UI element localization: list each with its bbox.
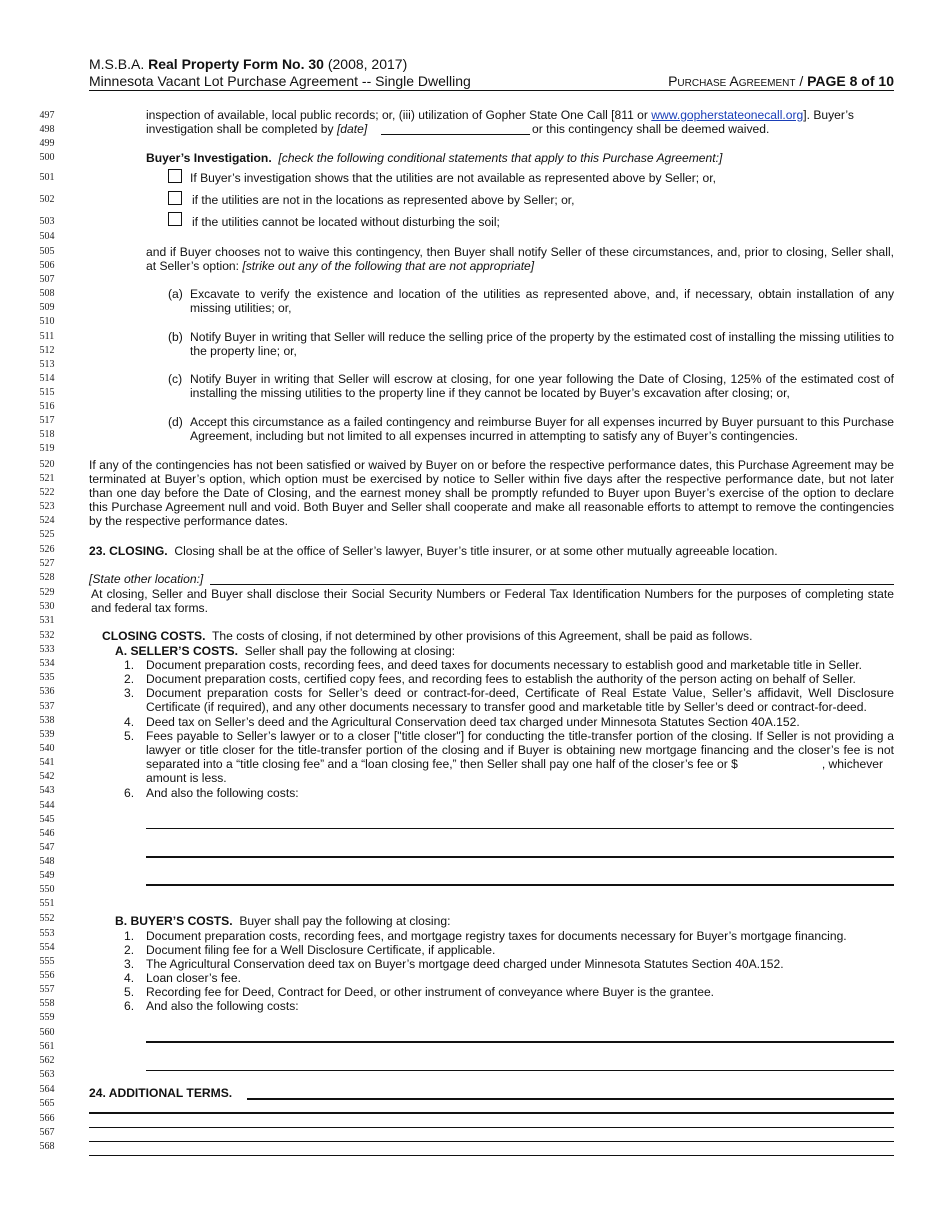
- buyers-costs-intro: Buyer shall pay the following at closing:: [239, 914, 451, 928]
- line-number: 531: [39, 615, 55, 626]
- seller-item-number: 2.: [124, 672, 135, 686]
- line-number: 562: [39, 1055, 55, 1066]
- line-number: 509: [39, 302, 55, 313]
- line-number: 508: [39, 288, 55, 299]
- line-number: 537: [39, 701, 55, 712]
- other-location-text: [State other location:]: [89, 572, 204, 586]
- option-b-text: Notify Buyer in writing that Seller will reduce the selling price of the property by the estimated cost of installing the missing utilities to the property line; or,: [190, 330, 894, 358]
- line-number: 548: [39, 856, 55, 867]
- line-number: 557: [39, 984, 55, 995]
- closing-heading: 23. CLOSING.: [89, 544, 168, 558]
- line-number: 545: [39, 814, 55, 825]
- line-number: 506: [39, 260, 55, 271]
- date-blank[interactable]: [381, 134, 530, 135]
- line-number: 520: [39, 459, 55, 470]
- seller-item-5: [146, 729, 894, 771]
- buyers-costs-heading: [115, 914, 450, 928]
- paragraph-contingencies: If any of the contingencies has not been satisfied or waived by Buyer on or before the respective performance dates, this Purchase Agreement may be terminated at Buyer’s option, which option must be exercised by notice to Seller within five days after the respective performance date, but not later than one day before the Date of Closing, and the earnest money shall be promptly refunded to Buyer upon Buyer’s exercise of the option to declare this Purchase Agreement null and void. Both Buyer and Seller shall cooperate and make all reasonable efforts to attempt to remove the contingencies by the respective performance dates.: [89, 458, 894, 528]
- line-number: 500: [39, 152, 55, 163]
- closing-section: [89, 544, 778, 558]
- line-number: 507: [39, 274, 55, 285]
- buyers-investigation-heading: [146, 151, 722, 165]
- line-number: 565: [39, 1098, 55, 1109]
- p505-text: and if Buyer chooses not to waive this contingency, then Buyer shall notify Seller of these circumstances, and, prior to closing, Seller shall, at Seller’s option:: [146, 245, 894, 273]
- line-number: 539: [39, 729, 55, 740]
- line-number: 498: [39, 124, 55, 135]
- line-number: 533: [39, 644, 55, 655]
- seller-item-2: Document preparation costs, certified copy fees, and recording fees to establish the authority of the person acting on behalf of Seller.: [146, 672, 856, 686]
- line-number: 524: [39, 515, 55, 526]
- buyer-item-1: Document preparation costs, recording fees, and mortgage registry taxes for documents necessary for Buyer’s mortgage financing.: [146, 929, 847, 943]
- checkbox-utilities-not-in-location[interactable]: [168, 191, 182, 205]
- buyers-investigation-instruction: [check the following conditional statements that apply to this Purchase Agreement:]: [278, 151, 723, 165]
- line-number: 563: [39, 1069, 55, 1080]
- line-number: 527: [39, 558, 55, 569]
- option-d-label: (d): [168, 415, 183, 429]
- page-indicator: [668, 73, 894, 89]
- line-number: 505: [39, 246, 55, 257]
- line-number: 522: [39, 487, 55, 498]
- form-subtitle: Minnesota Vacant Lot Purchase Agreement -- Single Dwelling: [89, 73, 471, 89]
- other-location-label: [89, 572, 203, 586]
- buyer-item-3: The Agricultural Conservation deed tax on Buyer’s mortgage deed charged under Minnesota Statutes Section 40A.152.: [146, 957, 784, 971]
- line-number: 549: [39, 870, 55, 881]
- buyer-other-costs-line-1[interactable]: [146, 1041, 894, 1043]
- paragraph-497: [146, 108, 894, 122]
- line-number: 502: [39, 194, 55, 205]
- additional-terms-title: 24. ADDITIONAL TERMS.: [89, 1086, 233, 1100]
- seller-item-5-end: amount is less.: [146, 771, 227, 785]
- buyer-item-5: Recording fee for Deed, Contract for Deed, or other instrument of conveyance where Buyer is the grantee.: [146, 985, 715, 999]
- paragraph-498: [146, 122, 367, 136]
- line-number: 536: [39, 686, 55, 697]
- additional-terms-line-1[interactable]: [247, 1098, 894, 1100]
- buyers-costs-title: B. BUYER’S COSTS.: [115, 914, 233, 928]
- buyer-item-6: And also the following costs:: [146, 999, 299, 1013]
- org-name: M.S.B.A.: [89, 56, 145, 72]
- option-c-label: (c): [168, 372, 183, 386]
- line-number: 501: [39, 172, 55, 183]
- sellers-costs-title: A. SELLER’S COSTS.: [115, 644, 238, 658]
- seller-item-5-text: Fees payable to Seller’s lawyer or to a closer ["title closer"] for conducting the title-transfer portion of the closing. If Seller is not providing a lawyer or title closer for the title-transfer portion of the closing and if Buyer is obtaining new mortgage financing and the closer’s fee is not separated into a “title closing fee” and a “loan closing fee,” then Seller shall pay one half of the closer’s fee or $: [146, 729, 894, 771]
- seller-other-costs-line-1[interactable]: [146, 828, 894, 829]
- line-number: 556: [39, 970, 55, 981]
- buyer-item-2: Document filing fee for a Well Disclosure Certificate, if applicable.: [146, 943, 496, 957]
- additional-terms-line-5[interactable]: [89, 1155, 894, 1156]
- line-number: 504: [39, 231, 55, 242]
- checkbox-utilities-not-available[interactable]: [168, 169, 182, 183]
- line-number: 538: [39, 715, 55, 726]
- line-number: 535: [39, 672, 55, 683]
- line-number: 564: [39, 1084, 55, 1095]
- line-number: 561: [39, 1041, 55, 1052]
- option-utilities-not-in-location: if the utilities are not in the locations as represented above by Seller; or,: [192, 193, 575, 207]
- seller-item-number: 6.: [124, 786, 135, 800]
- option-c-text: Notify Buyer in writing that Seller will escrow at closing, for one year following the Date of Closing, 125% of the estimated cost of installing the missing utilities to the property line if they cannot be located by Buyer’s excavation after closing; or,: [190, 372, 894, 400]
- line-number: 519: [39, 443, 55, 454]
- sellers-costs-intro: Seller shall pay the following at closing:: [244, 644, 456, 658]
- line-number: 559: [39, 1012, 55, 1023]
- line-number: 530: [39, 601, 55, 612]
- line-number: 568: [39, 1141, 55, 1152]
- line-number: 528: [39, 572, 55, 583]
- section-name: Purchase Agreement /: [668, 73, 804, 89]
- buyer-item-number: 1.: [124, 929, 135, 943]
- form-years: (2008, 2017): [327, 56, 408, 72]
- closing-text: Closing shall be at the office of Seller’s lawyer, Buyer’s title insurer, or at some other mutually agreeable location.: [174, 544, 778, 558]
- ssn-disclosure: At closing, Seller and Buyer shall disclose their Social Security Numbers or Federal Tax Identification Numbers for the purposes of completing state and federal tax forms.: [91, 587, 894, 615]
- line-number: 532: [39, 630, 55, 641]
- line-number: 514: [39, 373, 55, 384]
- closing-costs-heading: [102, 629, 752, 643]
- line-number: 526: [39, 544, 55, 555]
- p497-text: inspection of available, local public records; or, (iii) utilization of Gopher State One Call [811 or: [146, 108, 652, 122]
- line-number: 558: [39, 998, 55, 1009]
- p498-text: investigation shall be completed by: [146, 122, 337, 136]
- p498-tail: or this contingency shall be deemed waived.: [532, 122, 770, 136]
- other-location-blank[interactable]: [210, 584, 894, 585]
- seller-item-5-tail: , whichever: [821, 757, 883, 771]
- additional-terms-line-4[interactable]: [89, 1141, 894, 1142]
- seller-item-number: 5.: [124, 729, 135, 743]
- option-a-label: (a): [168, 287, 183, 301]
- line-number: 566: [39, 1113, 55, 1124]
- buyers-investigation-title: Buyer’s Investigation.: [146, 151, 272, 165]
- seller-item-3: Document preparation costs for Seller’s deed or contract-for-deed, Certificate of Real Estate Value, Seller’s affidavit, Well Disclosure Certificate (if required), and any other documents necessary to transfer good and marketable title by Seller’s deed or contract-for-deed.: [146, 686, 894, 714]
- line-number: 554: [39, 942, 55, 953]
- line-number: 544: [39, 800, 55, 811]
- p505-instruction: [strike out any of the following that are not appropriate]: [242, 259, 535, 273]
- line-number: 512: [39, 345, 55, 356]
- additional-terms-line-3[interactable]: [89, 1127, 894, 1128]
- seller-item-number: 4.: [124, 715, 135, 729]
- form-number: Real Property Form No. 30: [148, 56, 324, 72]
- line-number: 541: [39, 757, 55, 768]
- seller-item-4: Deed tax on Seller’s deed and the Agricultural Conservation deed tax charged under Minnesota Statutes Section 40A.152.: [146, 715, 800, 729]
- line-number: 521: [39, 473, 55, 484]
- p497-post: ]. Buyer’s: [803, 108, 854, 122]
- line-number: 551: [39, 898, 55, 909]
- seller-item-1: Document preparation costs, recording fees, and deed taxes for documents necessary to establish good and marketable title in Seller.: [146, 658, 862, 672]
- line-number: 534: [39, 658, 55, 669]
- line-number: 555: [39, 956, 55, 967]
- seller-other-costs-line-2[interactable]: [146, 856, 894, 858]
- line-number: 513: [39, 359, 55, 370]
- option-d-text: Accept this circumstance as a failed contingency and reimburse Buyer for all expenses incurred by Buyer pursuant to this Purchase Agreement, including but not limited to all expenses incurred in attempting to satisfy any of Buyer’s contingencies.: [190, 415, 894, 443]
- line-number: 543: [39, 785, 55, 796]
- buyer-item-number: 2.: [124, 943, 135, 957]
- seller-other-costs-line-3[interactable]: [146, 884, 894, 886]
- line-number: 560: [39, 1027, 55, 1038]
- additional-terms-line-2[interactable]: [89, 1112, 894, 1114]
- line-number: 552: [39, 913, 55, 924]
- option-a-text: Excavate to verify the existence and location of the utilities as represented above, and, if necessary, obtain installation of any missing utilities; or,: [190, 287, 894, 315]
- line-number: 529: [39, 587, 55, 598]
- buyer-other-costs-line-2[interactable]: [146, 1070, 894, 1071]
- paragraph-505: [146, 245, 894, 273]
- line-number: 499: [39, 138, 55, 149]
- buyer-item-number: 5.: [124, 985, 135, 999]
- additional-terms-heading: [89, 1086, 232, 1100]
- line-number: 510: [39, 316, 55, 327]
- buyer-item-number: 4.: [124, 971, 135, 985]
- checkbox-utilities-disturb-soil[interactable]: [168, 212, 182, 226]
- sellers-costs-heading: [115, 644, 455, 658]
- line-number: 518: [39, 429, 55, 440]
- option-utilities-not-available: If Buyer’s investigation shows that the utilities are not available as represented above by Seller; or,: [190, 171, 716, 185]
- form-subtitle-bar: [89, 73, 894, 91]
- line-number: 515: [39, 387, 55, 398]
- seller-item-number: 1.: [124, 658, 135, 672]
- line-number: 511: [39, 331, 55, 342]
- form-title: [89, 56, 407, 72]
- buyer-item-4: Loan closer’s fee.: [146, 971, 242, 985]
- closing-costs-intro: The costs of closing, if not determined by other provisions of this Agreement, shall be paid as follows.: [212, 629, 753, 643]
- line-number: 546: [39, 828, 55, 839]
- line-number: 547: [39, 842, 55, 853]
- line-number: 523: [39, 501, 55, 512]
- line-number: 497: [39, 110, 55, 121]
- option-utilities-disturb-soil: if the utilities cannot be located without disturbing the soil;: [192, 215, 500, 229]
- gopher-link[interactable]: www.gopherstateonecall.org: [651, 108, 804, 122]
- line-number: 516: [39, 401, 55, 412]
- buyer-item-number: 3.: [124, 957, 135, 971]
- line-number: 540: [39, 743, 55, 754]
- line-number: 550: [39, 884, 55, 895]
- seller-item-6: And also the following costs:: [146, 786, 299, 800]
- page-number: PAGE 8 of 10: [807, 73, 894, 89]
- line-number: 553: [39, 928, 55, 939]
- option-b-label: (b): [168, 330, 183, 344]
- closing-costs-title: CLOSING COSTS.: [102, 629, 206, 643]
- line-number: 567: [39, 1127, 55, 1138]
- date-label: [date]: [336, 122, 368, 136]
- seller-item-number: 3.: [124, 686, 135, 700]
- line-number: 542: [39, 771, 55, 782]
- line-number: 517: [39, 415, 55, 426]
- line-number: 525: [39, 529, 55, 540]
- line-number: 503: [39, 216, 55, 227]
- buyer-item-number: 6.: [124, 999, 135, 1013]
